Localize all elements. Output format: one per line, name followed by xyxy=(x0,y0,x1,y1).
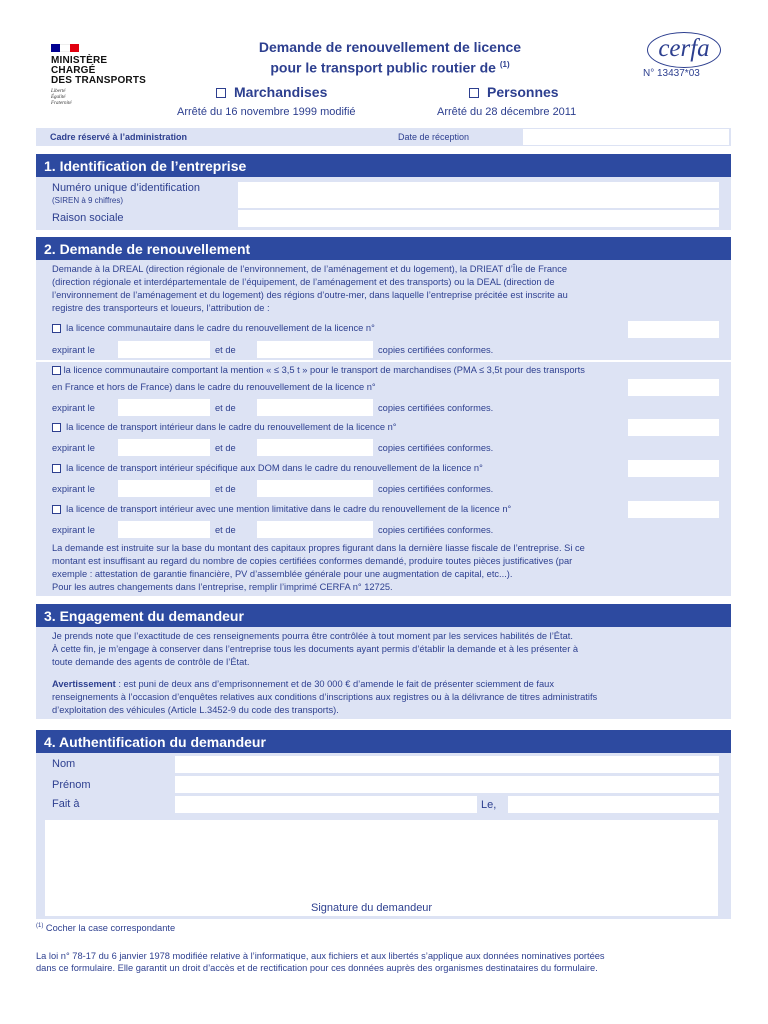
option-marchandises[interactable] xyxy=(216,84,327,100)
licence-interieur-option[interactable]: la licence de transport intérieur dans le cadre du renouvellement de la licence n° xyxy=(52,421,397,434)
date-le-label: Le, xyxy=(481,799,497,811)
personnes-checkbox[interactable] xyxy=(469,88,479,98)
expirant-label: expirant le xyxy=(52,403,95,413)
nom-field[interactable] xyxy=(175,756,719,773)
admin-reserved-strip xyxy=(36,128,731,146)
licence-5-copies-field[interactable] xyxy=(257,521,373,538)
section-1-header: 1. Identification de l’entreprise xyxy=(36,154,731,177)
licence-2-text-continued: en France et hors de France) dans le cadre du renouvellement de la licence n° xyxy=(52,382,376,392)
section-4-header: 4. Authentification du demandeur xyxy=(36,730,731,753)
prenom-field[interactable] xyxy=(175,776,719,793)
nom-label: Nom xyxy=(52,758,76,770)
licence-1-copies-field[interactable] xyxy=(257,341,373,358)
personnes-label: Personnes xyxy=(487,84,559,100)
marchandises-checkbox[interactable] xyxy=(216,88,226,98)
divider xyxy=(36,360,731,362)
licence-interieur-dom-checkbox[interactable] xyxy=(52,464,61,473)
republic-motto: Liberté Égalité Fraternité xyxy=(51,89,72,106)
siren-label: Numéro unique d’identification xyxy=(52,182,200,194)
republic-flag-icon xyxy=(51,44,79,52)
siren-sub-label: (SIREN à 9 chiffres) xyxy=(52,196,123,205)
expirant-label: expirant le xyxy=(52,484,95,494)
form-title: Demande de renouvellement de licence pour le transport public routier de $^{(1)}$ xyxy=(258,39,522,76)
expirant-label: expirant le xyxy=(52,525,95,535)
expirant-label: expirant le xyxy=(52,443,95,453)
expirant-label: expirant le xyxy=(52,345,95,355)
personnes-arrete: Arrêté du 28 décembre 2011 xyxy=(437,106,577,118)
licence-interieur-limitative-checkbox[interactable] xyxy=(52,505,61,514)
licence-4-expiry-field[interactable] xyxy=(118,480,210,497)
cerfa-number: N° 13437*03 xyxy=(643,68,700,79)
marchandises-arrete: Arrêté du 16 novembre 1999 modifié xyxy=(177,106,356,118)
licence-4-number-field[interactable] xyxy=(628,460,719,477)
licence-interieur-dom-option[interactable]: la licence de transport intérieur spécifique aux DOM dans le cadre du renouvellement de la licence n° xyxy=(52,462,483,475)
section-2-outro: La demande est instruite sur la base du montant des capitaux propres figurant dans la dernière liasse fiscale de l’entreprise. Si ce montant est insuffisant au regard du nombre de copies certifiées conformes demandé, produire toutes pièces justificatives (par exemple : attestation de garantie financière, PV d’assemblée générale pour une augmentation de capital, etc...). Pour les autres changements dans l’entreprise, remplir l’imprimé CERFA n° 12725. xyxy=(52,543,585,592)
licence-communautaire-checkbox[interactable] xyxy=(52,324,61,333)
fait-a-field[interactable] xyxy=(175,796,477,813)
date-le-field[interactable] xyxy=(508,796,719,813)
et-de-label: et de xyxy=(215,525,236,535)
siren-field[interactable] xyxy=(238,182,719,208)
licence-interieur-limitative-option[interactable]: la licence de transport intérieur avec une mention limitative dans le cadre du renouvellement de la licence n° xyxy=(52,503,511,516)
licence-5-number-field[interactable] xyxy=(628,501,719,518)
copies-label: copies certifiées conformes. xyxy=(378,525,494,535)
footnote: $^{(1)}$ Cocher la case correspondante xyxy=(36,923,176,934)
licence-3-copies-field[interactable] xyxy=(257,439,373,456)
section-3-header: 3. Engagement du demandeur xyxy=(36,604,731,627)
et-de-label: et de xyxy=(215,443,236,453)
et-de-label: et de xyxy=(215,484,236,494)
licence-5-expiry-field[interactable] xyxy=(118,521,210,538)
licence-3-number-field[interactable] xyxy=(628,419,719,436)
copies-label: copies certifiées conformes. xyxy=(378,403,494,413)
fait-a-label: Fait à xyxy=(52,798,80,810)
licence-2-expiry-field[interactable] xyxy=(118,399,210,416)
reception-date-label: Date de réception xyxy=(398,132,470,142)
copies-label: copies certifiées conformes. xyxy=(378,443,494,453)
cnil-notice: La loi n° 78-17 du 6 janvier 1978 modifiée relative à l’informatique, aux fichiers et aux libertés s’applique aux données nominatives portées dans ce formulaire. Elle garantit un droit d’accès et de rectification pour ces données auprès des organismes destinataires du formulaire. xyxy=(36,951,605,973)
licence-3-expiry-field[interactable] xyxy=(118,439,210,456)
admin-reserved-label: Cadre réservé à l’administration xyxy=(50,132,188,142)
licence-2-number-field[interactable] xyxy=(628,379,719,396)
licence-communautaire-3-5t-checkbox[interactable] xyxy=(52,366,61,375)
licence-communautaire-3-5t-option[interactable]: la licence communautaire comportant la mention « ≤ 3,5 t » pour le transport de marchandises (PMA ≤ 3,5t pour des transports xyxy=(52,364,585,377)
licence-communautaire-option[interactable]: la licence communautaire dans le cadre du renouvellement de la licence n° xyxy=(52,322,375,335)
licence-4-copies-field[interactable] xyxy=(257,480,373,497)
cerfa-logo: cerfa xyxy=(647,32,721,68)
engagement-text: Je prends note que l’exactitude de ces renseignements pourra être contrôlée à tout moment par les services habilités de l’État. À cette fin, je m’engage à conserver dans l’entreprise tous les documents ayant permis d’établir la demande et à les présenter à toute demande des agents de contrôle de l’État. xyxy=(52,631,579,667)
warning-text: Avertissement : est puni de deux ans d’emprisonnement et de 30 000 € d’amende le fait de présenter sciemment de faux renseignements à l’occasion d’enquêtes relatives aux conditions d’inscriptions aux registres ou à la délivrance de titres administratifs d’exploitation des véhicules (Article L.3452-9 du code des transports). xyxy=(52,679,598,715)
section-2-intro: Demande à la DREAL (direction régionale de l’environnement, de l’aménagement et du logement), la DRIEAT d’Île de France (direction régionale et interdépartementale de l’équipement, de l’aménagement et des transports) ou la DEAL (direction de l’environnement de l’aménagement et du logement) des régions d’outre-mer, dans laquelle l’entreprise précitée est inscrite au registre des transporteurs et loueurs, l’attribution de : xyxy=(52,264,568,313)
copies-label: copies certifiées conformes. xyxy=(378,484,494,494)
et-de-label: et de xyxy=(215,345,236,355)
option-personnes[interactable] xyxy=(469,84,559,100)
ministry-name: MINISTÈRE CHARGÉ DES TRANSPORTS xyxy=(51,55,147,86)
reception-date-field[interactable] xyxy=(523,129,729,145)
licence-1-number-field[interactable] xyxy=(628,321,719,338)
licence-1-expiry-field[interactable] xyxy=(118,341,210,358)
et-de-label: et de xyxy=(215,403,236,413)
signature-label: Signature du demandeur xyxy=(311,902,433,914)
marchandises-label: Marchandises xyxy=(234,84,328,100)
prenom-label: Prénom xyxy=(52,779,91,791)
copies-label: copies certifiées conformes. xyxy=(378,345,494,355)
section-2-header: 2. Demande de renouvellement xyxy=(36,237,731,260)
licence-interieur-checkbox[interactable] xyxy=(52,423,61,432)
raison-sociale-label: Raison sociale xyxy=(52,212,124,224)
raison-sociale-field[interactable] xyxy=(238,210,719,227)
licence-2-copies-field[interactable] xyxy=(257,399,373,416)
